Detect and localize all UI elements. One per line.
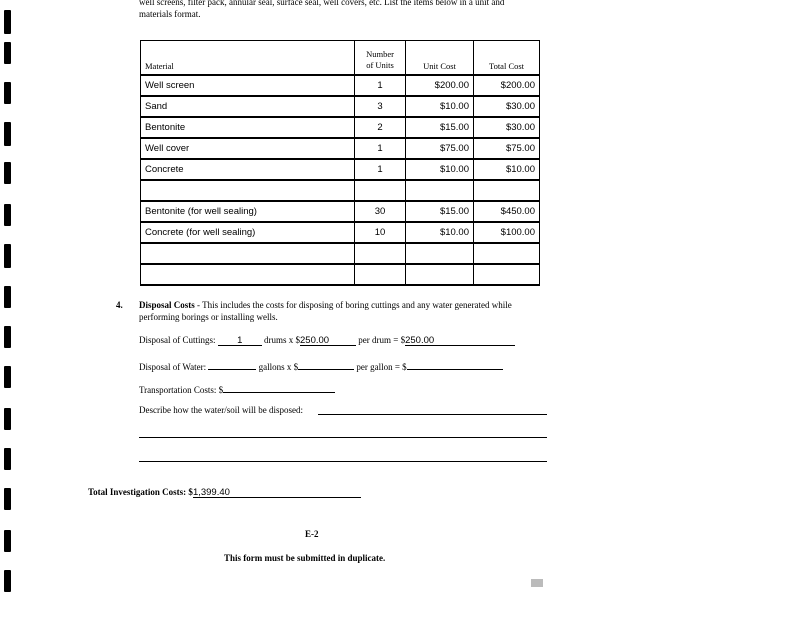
header-units-line2: of Units <box>366 60 394 70</box>
table-row <box>141 222 540 243</box>
section-desc-line1: - This includes the costs for disposing of boring cuttings and any water generated while <box>194 300 512 310</box>
header-units <box>355 41 406 76</box>
cell-material: Bentonite <box>141 117 355 138</box>
binder-mark <box>4 82 11 104</box>
cell-unit-cost: $10.00 <box>406 222 474 243</box>
table-row <box>141 201 540 222</box>
binder-mark <box>4 286 11 308</box>
intro-line: materials format. <box>139 9 201 19</box>
cuttings-rate-field[interactable] <box>300 335 356 346</box>
binder-mark <box>4 366 11 388</box>
water-gallons-field[interactable] <box>208 359 256 370</box>
cuttings-line <box>139 335 515 346</box>
cell-units <box>355 243 406 264</box>
table-row <box>141 75 540 96</box>
water-total-field[interactable] <box>407 359 503 370</box>
materials-table <box>140 40 540 286</box>
water-line <box>139 359 503 372</box>
total-value: 1,399.40 <box>192 487 230 498</box>
section-desc-line2: performing borings or installing wells. <box>139 312 278 322</box>
binder-mark <box>4 448 11 470</box>
water-per: per gallon = $ <box>356 362 407 372</box>
cell-units: 10 <box>355 222 406 243</box>
cell-material: Bentonite (for well sealing) <box>141 201 355 222</box>
cell-total: $200.00 <box>474 75 540 96</box>
describe-line <box>139 405 303 415</box>
table-row <box>141 138 540 159</box>
cuttings-mid: drums x $ <box>264 335 301 345</box>
footer-note: This form must be submitted in duplicate. <box>224 553 386 563</box>
cell-unit-cost <box>406 243 474 264</box>
cell-unit-cost: $10.00 <box>406 159 474 180</box>
transport-field[interactable] <box>223 382 335 393</box>
transport-label: Transportation Costs: $ <box>139 385 224 395</box>
section-number: 4. <box>116 300 123 310</box>
transport-line <box>139 382 335 395</box>
header-unit-cost: Unit Cost <box>406 41 474 76</box>
cell-unit-cost: $75.00 <box>406 138 474 159</box>
intro-line: well screens, filter pack, annular seal, surface seal, well covers, etc. List the items below in a unit and <box>139 0 505 7</box>
binder-mark <box>4 530 11 552</box>
cell-total: $100.00 <box>474 222 540 243</box>
cell-total: $450.00 <box>474 201 540 222</box>
table-row <box>141 96 540 117</box>
cell-unit-cost: $15.00 <box>406 117 474 138</box>
cell-total <box>474 243 540 264</box>
cell-material <box>141 180 355 201</box>
cell-units: 30 <box>355 201 406 222</box>
cell-unit-cost <box>406 180 474 201</box>
cuttings-label: Disposal of Cuttings: <box>139 335 216 345</box>
table-header-row <box>141 41 540 76</box>
describe-rule[interactable] <box>139 461 547 462</box>
cell-units: 1 <box>355 159 406 180</box>
binder-mark <box>4 408 11 430</box>
water-mid: gallons x $ <box>258 362 299 372</box>
cell-total: $10.00 <box>474 159 540 180</box>
cell-units: 2 <box>355 117 406 138</box>
cell-unit-cost: $200.00 <box>406 75 474 96</box>
binder-mark <box>4 204 11 226</box>
cuttings-drums-value: 1 <box>237 335 243 346</box>
header-total-cost: Total Cost <box>474 41 540 76</box>
cell-total: $30.00 <box>474 117 540 138</box>
table-row <box>141 159 540 180</box>
binder-mark <box>4 488 11 510</box>
total-costs <box>88 487 361 498</box>
cuttings-per: per drum = $ <box>358 335 406 345</box>
cell-units: 3 <box>355 96 406 117</box>
binder-mark <box>4 10 11 34</box>
header-units-line1: Number <box>366 49 394 59</box>
section-description <box>139 299 559 323</box>
water-rate-field[interactable] <box>298 359 354 370</box>
header-material: Material <box>141 41 355 76</box>
cell-material: Concrete (for well sealing) <box>141 222 355 243</box>
section-title: Disposal Costs <box>139 300 195 310</box>
describe-rule[interactable] <box>318 414 547 415</box>
cuttings-total-field[interactable] <box>405 335 515 346</box>
scan-mark <box>531 579 543 587</box>
cell-total <box>474 264 540 285</box>
binder-mark <box>4 326 11 348</box>
cell-material <box>141 243 355 264</box>
cell-units <box>355 180 406 201</box>
total-field[interactable] <box>193 487 361 498</box>
cell-material: Well cover <box>141 138 355 159</box>
cell-units <box>355 264 406 285</box>
cell-total <box>474 180 540 201</box>
cell-unit-cost: $10.00 <box>406 96 474 117</box>
total-label: Total Investigation Costs: $ <box>88 487 193 497</box>
binder-mark <box>4 162 11 184</box>
page-number: E-2 <box>305 529 319 539</box>
describe-rule[interactable] <box>139 437 547 438</box>
cuttings-total-value: 250.00 <box>405 335 435 346</box>
cell-material: Concrete <box>141 159 355 180</box>
cell-material: Well screen <box>141 75 355 96</box>
binder-mark <box>4 42 11 64</box>
cell-unit-cost <box>406 264 474 285</box>
binder-mark <box>4 570 11 592</box>
materials-body <box>141 75 540 285</box>
describe-label: Describe how the water/soil will be disposed: <box>139 405 303 415</box>
intro-paragraph <box>139 0 559 20</box>
cell-units: 1 <box>355 138 406 159</box>
binder-mark <box>4 244 11 268</box>
cuttings-drums-field[interactable] <box>218 335 262 346</box>
cuttings-rate-value: 250.00 <box>300 335 330 346</box>
cell-total: $75.00 <box>474 138 540 159</box>
cell-material: Sand <box>141 96 355 117</box>
binder-mark <box>4 122 11 146</box>
cell-unit-cost: $15.00 <box>406 201 474 222</box>
table-row <box>141 264 540 285</box>
cell-total: $30.00 <box>474 96 540 117</box>
table-row <box>141 180 540 201</box>
cell-units: 1 <box>355 75 406 96</box>
cell-material <box>141 264 355 285</box>
water-label: Disposal of Water: <box>139 362 207 372</box>
table-row <box>141 243 540 264</box>
table-row <box>141 117 540 138</box>
